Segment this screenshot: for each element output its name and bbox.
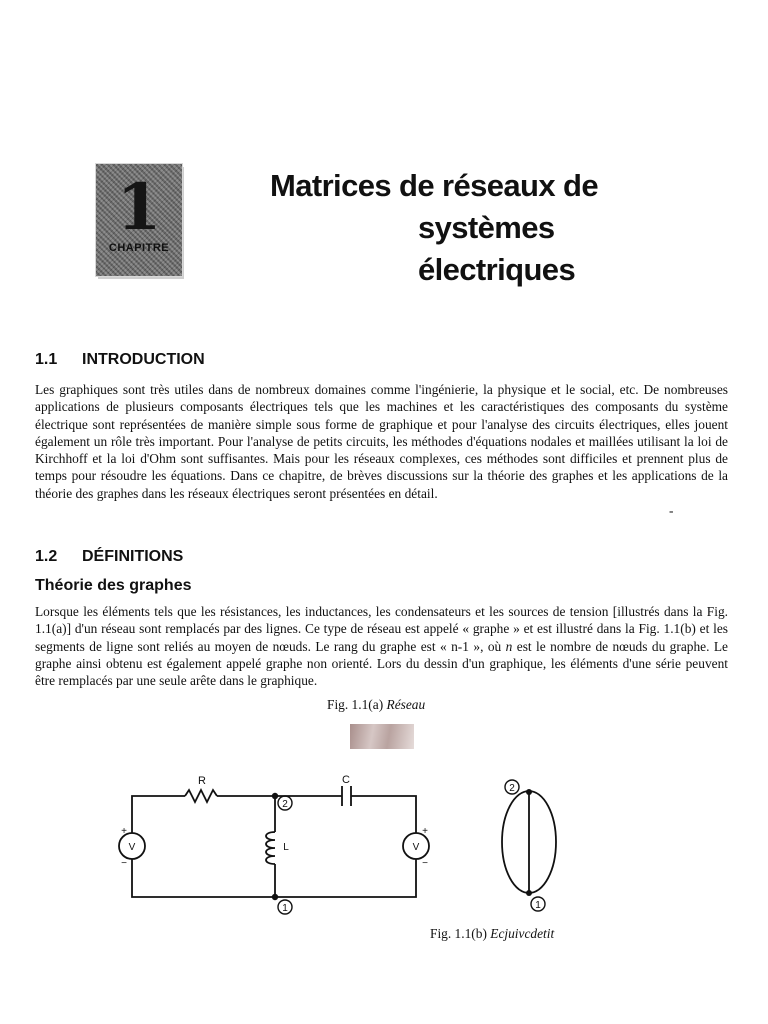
- plus-sign-right: +: [422, 826, 428, 837]
- section-title: DÉFINITIONS: [82, 548, 184, 565]
- junction-dot: [272, 793, 278, 799]
- chapter-badge: [96, 164, 182, 276]
- minus-sign-left: −: [121, 858, 127, 869]
- section-number: 1.1: [35, 351, 58, 368]
- figure-b-caption-prefix: Fig. 1.1(b): [430, 926, 491, 941]
- section-number: 1.2: [35, 548, 58, 565]
- source-label-left: V: [128, 842, 136, 853]
- figure-a-caption-prefix: Fig. 1.1(a): [327, 697, 387, 712]
- introduction-text: Les graphiques sont très utiles dans de nombreux domaines comme l'ingénierie, la physique et le social, etc. De nombreuses applications de plusieurs composants électriques tels que les machines et les caractéristiques des composants du système électrique sont représentées de manière simple sous forme de graphique et pour l'analyse des circuits électriques, elles jouent également un rôle très important. Pour l'analyse de petits circuits, les méthodes d'équations nodales et maillées utilisant la loi de Kirchhoff et la loi d'Ohm sont suffisantes. Mais pour les réseaux complexes, ces méthodes sont difficiles et prennent plus de temps pour résoudre les équations. Dans ce chapitre, de brèves discussions sur la théorie des graphes et les applications de la théorie des graphes dans les réseaux électriques seront présentées en détail.: [35, 382, 728, 501]
- photo-fragment: [350, 724, 414, 749]
- source-label-right: V: [412, 842, 420, 853]
- graph-node-2-label: 2: [509, 783, 515, 794]
- graph-diagram: [495, 775, 565, 915]
- chapter-title-line-3: électriques: [418, 252, 576, 287]
- capacitor-label: C: [342, 774, 350, 786]
- capacitor-symbol: [342, 786, 351, 806]
- subsection-heading: Théorie des graphes: [35, 577, 192, 594]
- junction-dot: [272, 894, 278, 900]
- wire: [351, 796, 416, 833]
- definitions-text-part-2: est le nombre de nœuds du graphe. Le graphe ainsi obtenu est également appelé graphe non orienté. Lors du dessin d'un graphique, les éléments d'une série peuvent être remplacés par une seule arête dans le graphique.: [35, 638, 728, 689]
- trailing-dash: -: [669, 503, 674, 518]
- section-title: INTRODUCTION: [82, 351, 205, 368]
- figure-a-caption: [327, 697, 425, 713]
- figure-b-caption: [430, 926, 554, 942]
- chapter-badge-word: CHAPITRE: [108, 242, 170, 254]
- wire: [132, 796, 185, 833]
- section-heading-introduction: [35, 351, 205, 369]
- resistor-symbol: [185, 790, 217, 802]
- resistor-label: R: [198, 775, 206, 787]
- definitions-text-part-1: Lorsque les éléments tels que les résistances, les inductances, les condensateurs et les sources de tension [illustrés dans la Fig. 1.1(a)] d'un réseau sont remplacés par des lignes. Ce type de réseau est appelé « graphe » et est illustré dans la Fig. 1.1(b) et les segments de ligne sont reliés au moyen de nœuds. Le rang du graphe est « n-1 », où: [35, 604, 728, 654]
- graph-vertex-dot: [526, 890, 532, 896]
- inductor-label: L: [283, 842, 289, 853]
- graph-vertex-dot: [526, 789, 532, 795]
- node-1-label: 1: [282, 903, 288, 914]
- chapter-number: 1: [116, 170, 162, 245]
- introduction-paragraph: [35, 381, 728, 502]
- chapter-title: [270, 165, 650, 291]
- definitions-paragraph: [35, 603, 728, 689]
- inductor-symbol: [266, 832, 275, 864]
- chapter-title-line-2: systèmes: [418, 210, 555, 245]
- chapter-title-line-1: Matrices de réseaux de: [270, 168, 598, 203]
- section-heading-definitions: [35, 548, 183, 566]
- definitions-text-italic-n: n: [505, 638, 513, 654]
- circuit-diagram: [110, 765, 440, 925]
- figure-a-caption-italic: Réseau: [386, 697, 426, 712]
- node-2-label: 2: [282, 799, 288, 810]
- minus-sign-right: −: [422, 858, 428, 869]
- plus-sign-left: +: [121, 826, 127, 837]
- graph-node-1-label: 1: [535, 900, 541, 911]
- figure-b-caption-italic: Ecjuivcdetit: [490, 926, 555, 941]
